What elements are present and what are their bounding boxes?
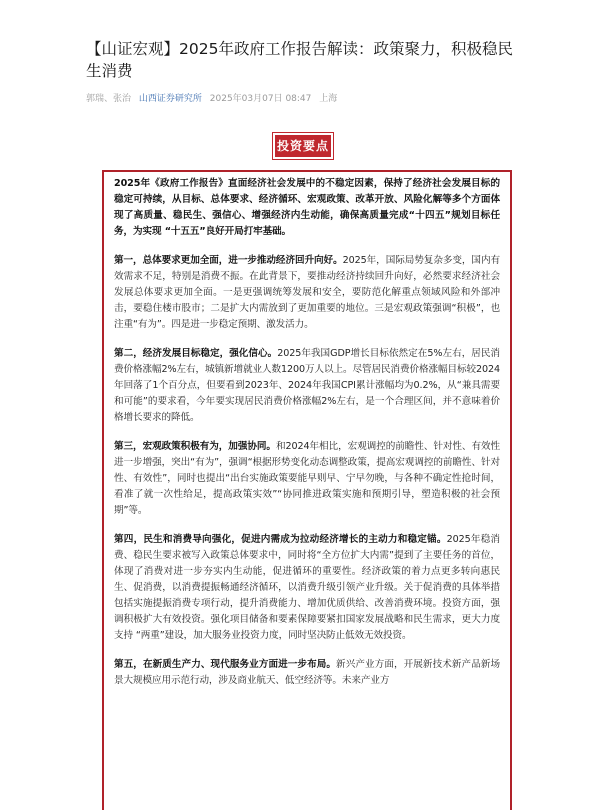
section-badge-label: 投资要点 <box>275 135 331 157</box>
paragraph-body: 和2024年相比，宏观调控的前瞻性、针对性、有效性进一步增强，突出“有为”，强调“根据形势变化动态调整政策，提高宏观调控的前瞻性、针对性、有效性”，同时也提出“出台实施政策要能早则早、宁早勿晚，与各种不确定性抢时间，看准了就一次性给足，提高政策实效”“协同推进政策实施和预期引导，塑造积极的社会预期”等。 <box>114 441 500 516</box>
article-org-link[interactable]: 山西证券研究所 <box>138 94 202 104</box>
paragraph-lead: 第五，在新质生产力、现代服务业方面进一步布局。 <box>114 659 337 670</box>
paragraph-lead: 第二，经济发展目标稳定，强化信心。 <box>114 348 278 359</box>
paragraph <box>114 439 500 519</box>
paragraph <box>114 346 500 426</box>
section-badge <box>272 132 334 160</box>
paragraph-body: 2025年我国GDP增长目标依然定在5%左右，居民消费价格涨幅2%左右，城镇新增就业人数1200万人以上。尽管居民消费价格涨幅目标较2024年回落了1个百分点，但要看到2023年、2024年我国CPI累计涨幅均为0.2%，从“兼具需要和可能”的要求看，今年要实现居民消费价格涨幅2%左右，是一个合理区间，并不意味着价格增长要求的降低。 <box>114 348 500 423</box>
paragraph-body: 新兴产业方面，开展新技术新产品新场景大规模应用示范行动，涉及商业航天、低空经济等。未来产业方 <box>114 659 500 686</box>
article-body <box>114 176 500 702</box>
article-title: 【山证宏观】2025年政府工作报告解读：政策聚力，积极稳民生消费 <box>86 40 513 80</box>
paragraph-lead: 第四，民生和消费导向强化，促进内需成为拉动经济增长的主动力和稳定锚。 <box>114 534 447 545</box>
paragraph <box>114 657 500 689</box>
article-datetime: 2025年03月07日 08:47 <box>209 94 312 104</box>
paragraph <box>114 253 500 333</box>
article-location: 上海 <box>319 94 338 104</box>
article-authors: 郭瑞、张治 <box>86 94 132 104</box>
paragraph-body: 2025年稳消费、稳民生要求被写入政策总体要求中，同时将“全方位扩大内需”提到了主要任务的首位，体现了消费对进一步夯实内生动能，促进循环的重要性。经济政策的着力点更多转向惠民生、促消费，以消费提振畅通经济循环，以消费升级引领产业升级。关于促消费的具体举措包括实施提振消费专项行动，提升消费能力、增加优质供给、改善消费环境。投资方面，强调积极扩大有效投资。强化项目储备和要素保障要紧扣国家发展战略和民生需求，更大力度支持 “两重”建设，加大服务业投资力度，同时坚决防止低效无效投资。 <box>114 534 500 641</box>
paragraph-body: 2025年，国际局势复杂多变，国内有效需求不足，特别是消费不振。在此背景下，要推动经济持续回升向好，必然要求经济社会发展总体要求更加全面。一是更强调统筹发展和安全，要防范化解重点领域风险和外部冲击，要稳住楼市股市；二是扩大内需放到了更加重要的地位。三是宏观政策强调“积极”，也注重“有为”。四是进一步稳定预期、激发活力。 <box>114 255 500 330</box>
paragraph-lead: 第三，宏观政策积极有为，加强协同。 <box>114 441 276 452</box>
paragraph <box>114 176 500 240</box>
paragraph <box>114 532 500 644</box>
paragraph-lead: 2025年《政府工作报告》直面经济社会发展中的不稳定因素，保持了经济社会发展目标的稳定可持续，从目标、总体要求、经济循环、宏观政策、改革开放、风险化解等多个方面体现了高质量、稳民生、强信心、增强经济内生动能，确保高质量完成“十四五”规划目标任务，为实现 “十五五”良好开局打牢基础。 <box>114 178 500 237</box>
article-meta <box>86 91 342 104</box>
paragraph-lead: 第一，总体要求更加全面，进一步推动经济回升向好。 <box>114 255 343 266</box>
